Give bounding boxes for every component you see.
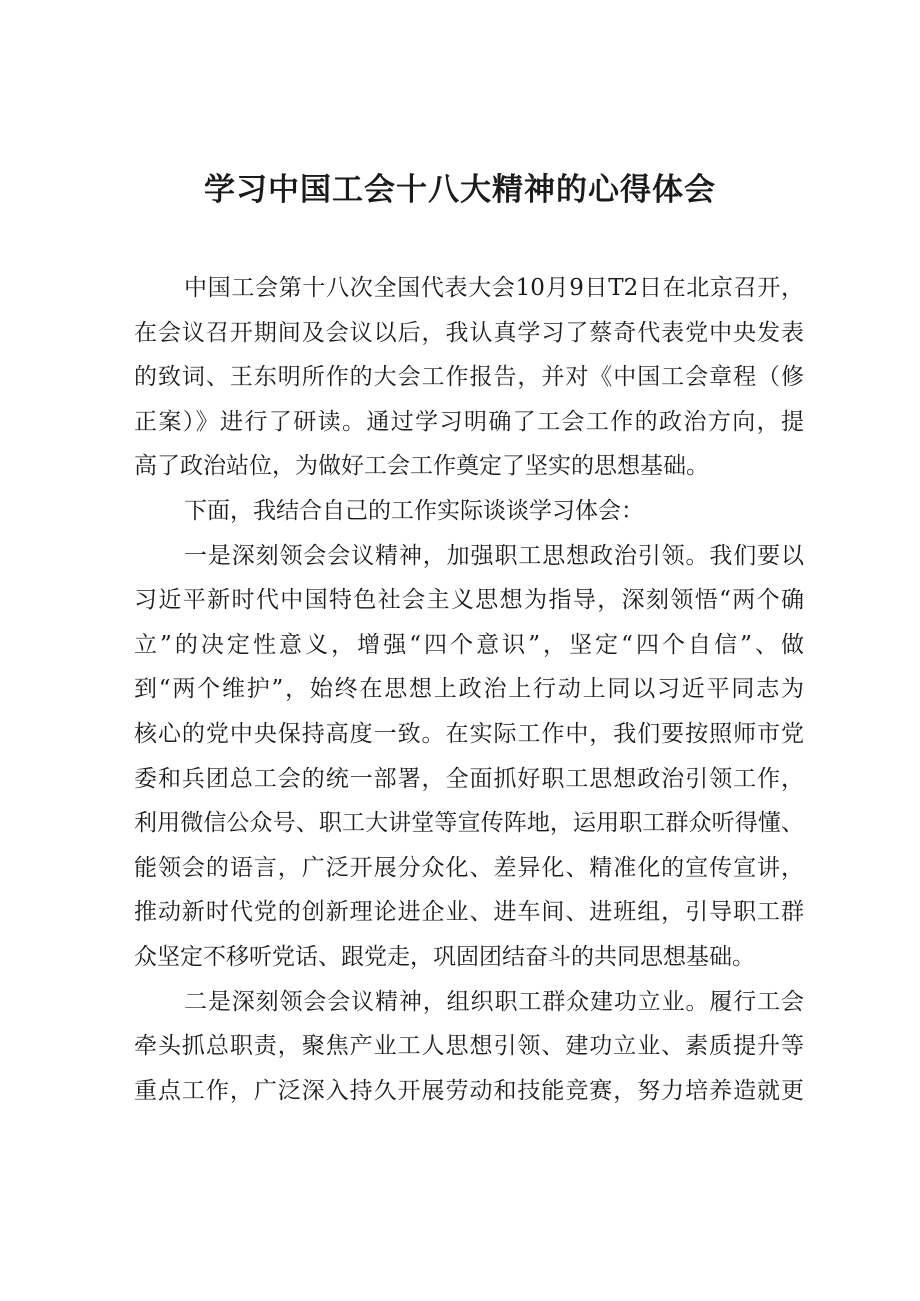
paragraph-4-line-1: 二是深刻领会会议精神，组织职工群众建功立业。履行工会: [184, 988, 804, 1015]
paragraph-3-line-7: 利用微信公众号、职工大讲堂等宣传阵地，运用职工群众听得懂、: [134, 810, 804, 837]
paragraph-3-line-3: 立”的决定性意义，增强“四个意识”，坚定“四个自信”、做: [134, 631, 804, 658]
paragraph-3-line-5: 核心的党中央保持高度一致。在实际工作中，我们要按照师市党: [134, 720, 804, 747]
paragraph-3-line-9: 推动新时代党的创新理论进企业、进车间、进班组，引导职工群: [134, 899, 804, 926]
paragraph-4-line-3: 重点工作，广泛深入持久开展劳动和技能竞赛，努力培养造就更: [134, 1077, 804, 1104]
paragraph-4-line-2: 牵头抓总职责，聚焦产业工人思想引领、建功立业、素质提升等: [134, 1033, 804, 1060]
document-body: [134, 266, 804, 1113]
paragraph-1-line-1: 中国工会第十八次全国代表大会10月9日T2日在北京召开，: [184, 275, 804, 301]
paragraph-1-line-2: 在会议召开期间及会议以后，我认真学习了蔡奇代表党中央发表: [134, 319, 804, 346]
paragraph-3-line-4: 到“两个维护”，始终在思想上政治上行动上同以习近平同志为: [134, 676, 804, 703]
paragraph-3-line-10: 众坚定不移听党话、跟党走，巩固团结奋斗的共同思想基础。: [134, 943, 755, 970]
document-title: 学习中国工会十八大精神的心得体会: [204, 172, 716, 208]
paragraph-3-line-6: 委和兵团总工会的统一部署，全面抓好职工思想政治引领工作，: [134, 765, 804, 792]
paragraph-1-line-5: 高了政治站位，为做好工会工作奠定了坚实的思想基础。: [134, 453, 709, 480]
paragraph-3-line-2: 习近平新时代中国特色社会主义思想为指导，深刻领悟“两个确: [134, 587, 804, 614]
paragraph-2-line-1: 下面，我结合自己的工作实际谈谈学习体会：: [184, 497, 644, 524]
paragraph-3-line-1: 一是深刻领会会议精神，加强职工思想政治引领。我们要以: [184, 542, 804, 569]
paragraph-3-line-8: 能领会的语言，广泛开展分众化、差异化、精准化的宣传宣讲，: [134, 854, 804, 881]
paragraph-1-line-4: 正案）》进行了研读。通过学习明确了工会工作的政治方向，提: [134, 408, 804, 435]
paragraph-1-line-3: 的致词、王东明所作的大会工作报告，并对《中国工会章程（修: [134, 364, 804, 391]
